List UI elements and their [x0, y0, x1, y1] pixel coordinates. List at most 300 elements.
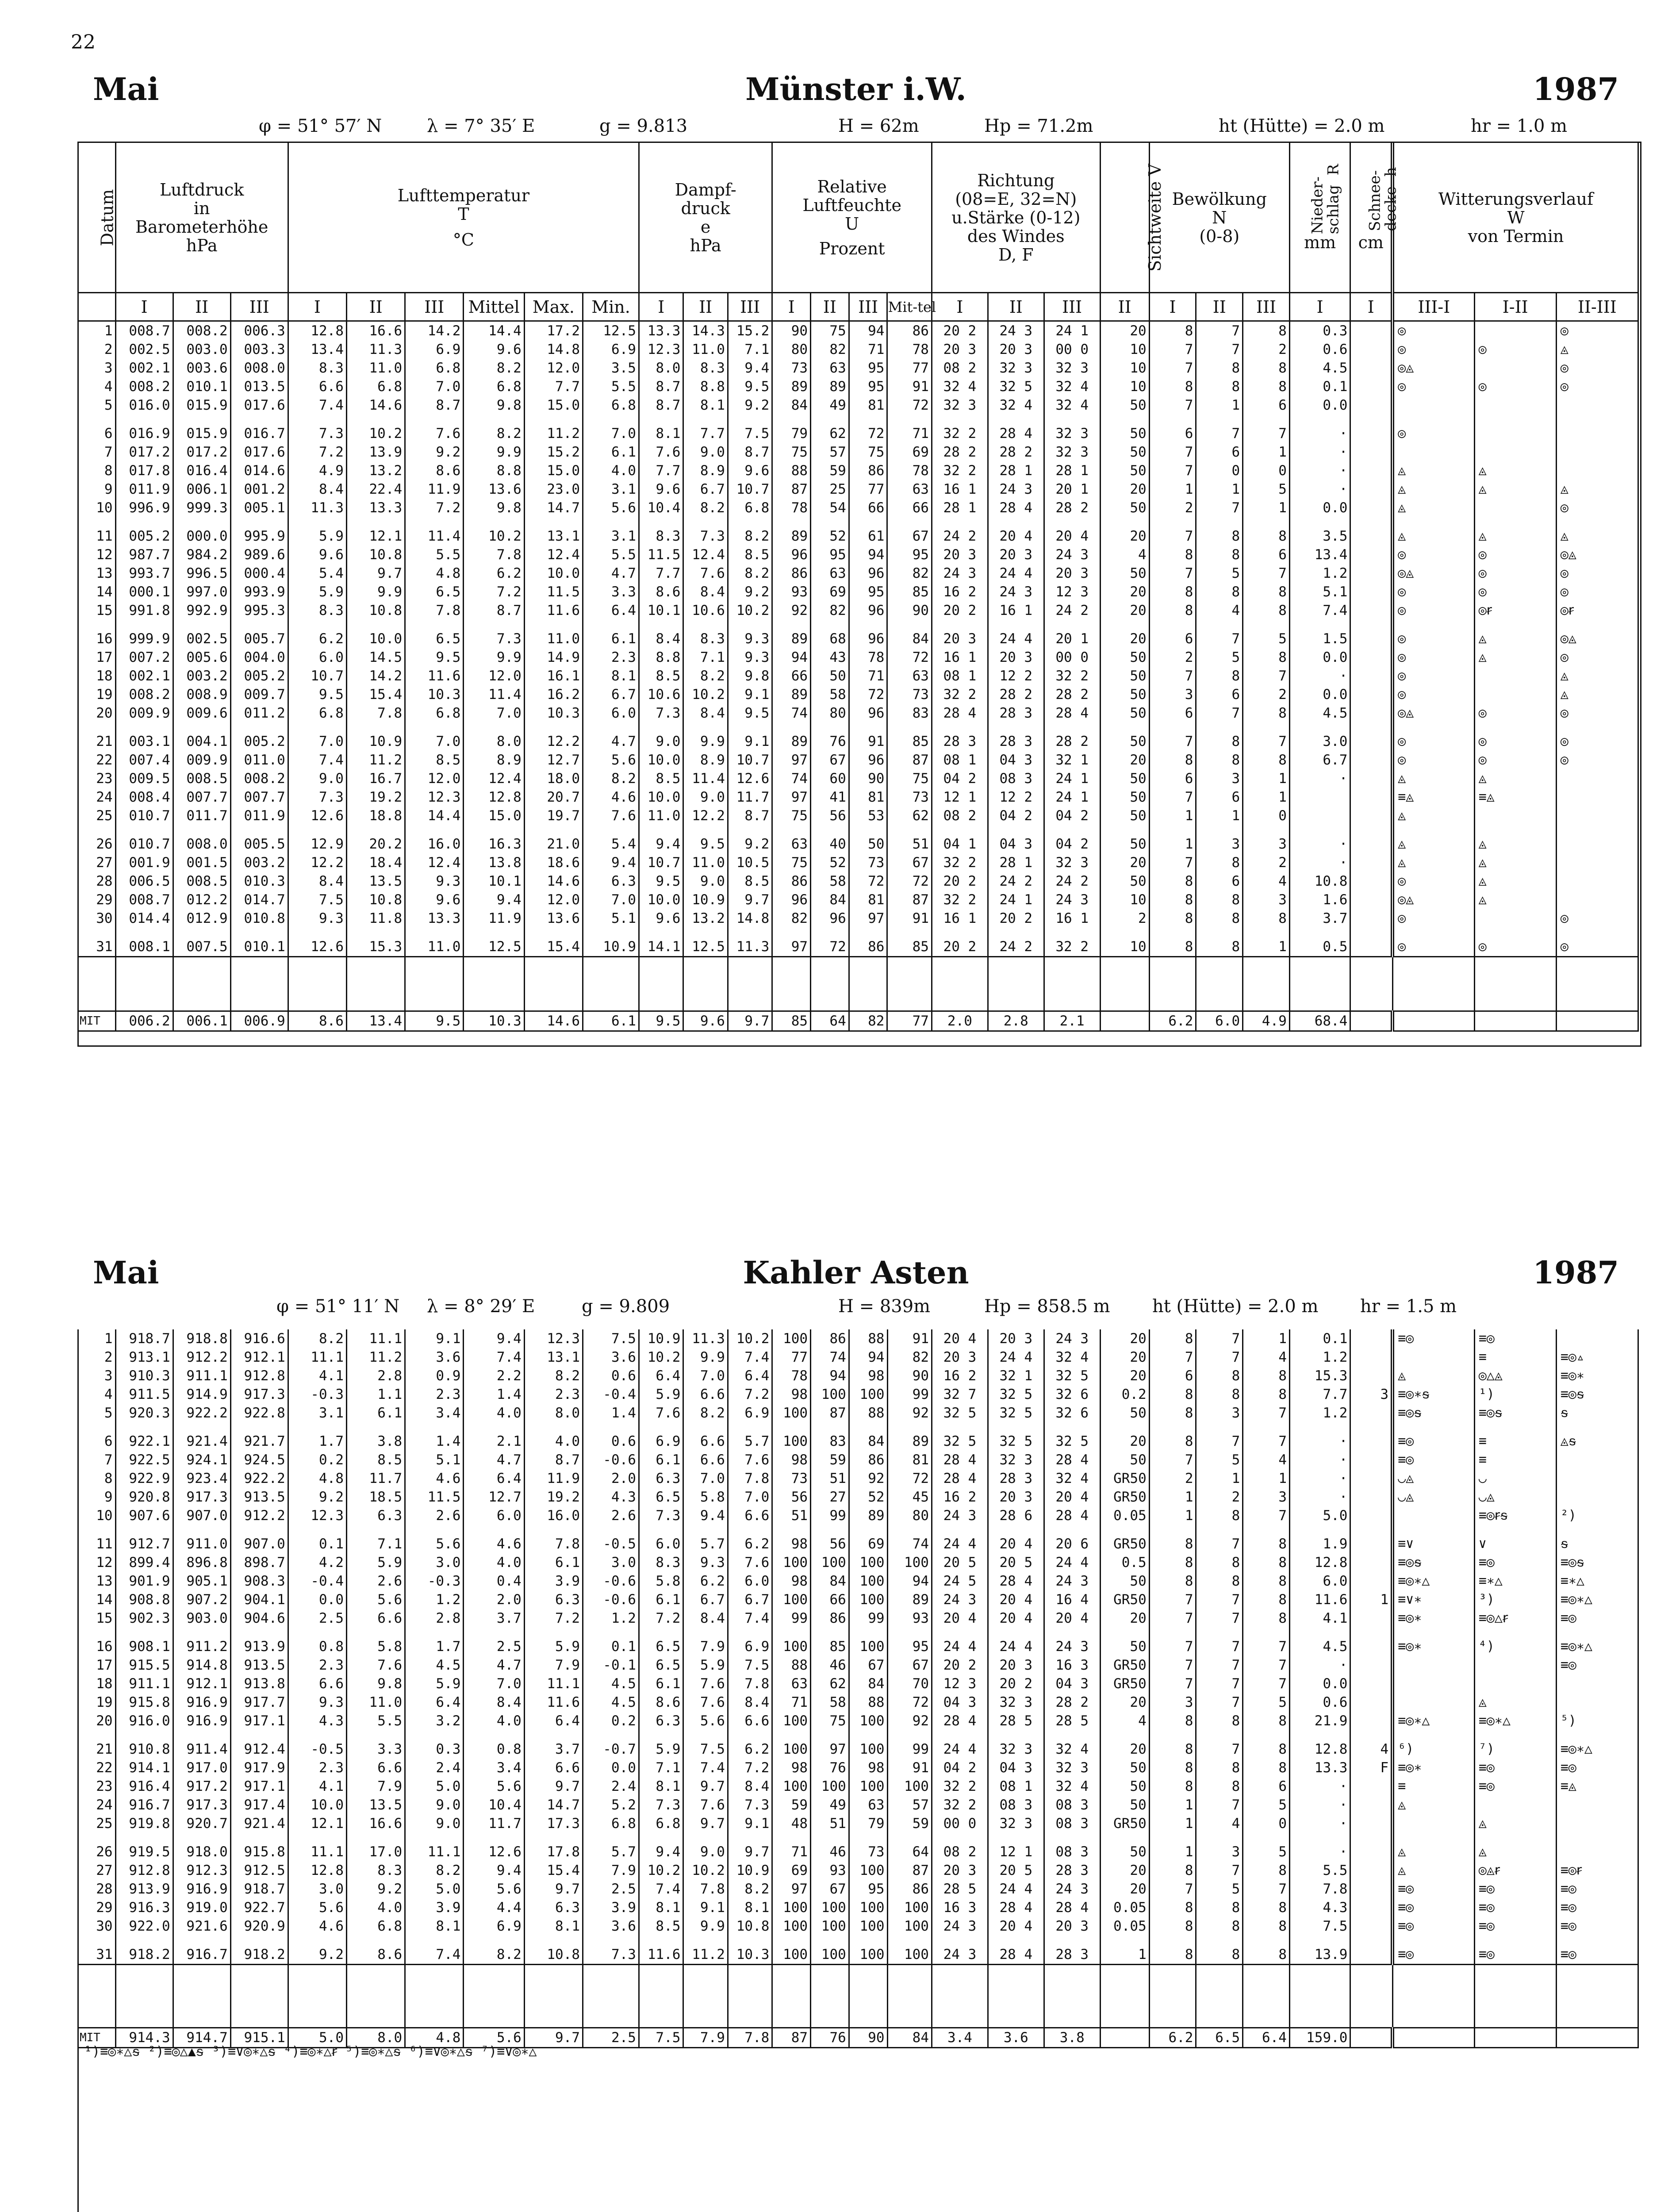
wind-cell: 28 5: [988, 1712, 1044, 1730]
value-cell: 19.2: [524, 1488, 583, 1506]
value-cell: 8: [1196, 1553, 1243, 1572]
weather-symbol-cell: ≡◎: [1556, 1609, 1638, 1628]
value-cell: 10.8: [728, 1917, 772, 1936]
value-cell: 84: [849, 1432, 887, 1451]
value-cell: 51: [811, 1469, 849, 1488]
day-cell: 23: [78, 769, 116, 788]
value-cell: 9.2: [728, 835, 772, 853]
value-cell: 87: [887, 1861, 932, 1880]
wind-cell: 28 1: [932, 499, 988, 517]
value-cell: 4.5: [583, 1693, 639, 1712]
value-cell: [1350, 1488, 1392, 1506]
value-cell: 1: [1149, 1506, 1196, 1525]
wind-cell: 20 2: [988, 1674, 1044, 1693]
day-cell: 18: [78, 1674, 116, 1693]
table-row: [78, 1329, 1638, 1348]
value-cell: 7: [1243, 732, 1290, 751]
weather-symbol-cell: [1556, 1674, 1638, 1693]
value-cell: ·: [1289, 769, 1350, 788]
value-cell: 7.6: [728, 1451, 772, 1469]
value-cell: 008.2: [173, 321, 230, 341]
value-cell: 7: [1196, 1674, 1243, 1693]
wind-cell: 32 5: [988, 377, 1044, 396]
mean-cell: 85: [772, 1011, 811, 1031]
value-cell: 014.7: [230, 891, 288, 909]
value-cell: 95: [849, 377, 887, 396]
value-cell: 98: [849, 1367, 887, 1385]
value-cell: 73: [849, 1843, 887, 1861]
value-cell: 10.2: [683, 1861, 728, 1880]
value-cell: 1: [1243, 443, 1290, 461]
weather-symbol-cell: ◎: [1474, 340, 1556, 359]
value-cell: 99: [887, 1385, 932, 1404]
value-cell: 7.8: [346, 704, 405, 722]
value-cell: 11.3: [346, 340, 405, 359]
value-cell: 62: [811, 424, 849, 443]
value-cell: ·: [1289, 424, 1350, 443]
value-cell: 7.8: [524, 1535, 583, 1553]
table-row: [78, 1535, 1638, 1553]
value-cell: 916.9: [173, 1712, 230, 1730]
value-cell: 10.3: [405, 685, 464, 704]
value-cell: 5.9: [288, 583, 346, 601]
value-cell: 98: [772, 1535, 811, 1553]
row-spacer: [78, 825, 1638, 835]
value-cell: 63: [887, 480, 932, 499]
table-body-muenster: [78, 321, 1638, 1031]
value-cell: 100: [849, 1740, 887, 1759]
value-cell: 14.4: [464, 321, 524, 341]
weather-table-muenster: [77, 142, 1639, 1032]
weather-symbol-cell: ◬: [1556, 685, 1638, 704]
value-cell: 4.6: [288, 1917, 346, 1936]
weather-table-kahler: [77, 1329, 1639, 2048]
value-cell: 005.6: [173, 648, 230, 667]
day-cell: 30: [78, 909, 116, 928]
station-metadata-muenster: [86, 116, 1626, 138]
value-cell: 6: [1149, 630, 1196, 648]
value-cell: 8.9: [464, 751, 524, 769]
value-cell: 7.5: [288, 891, 346, 909]
value-cell: 0.0: [583, 1759, 639, 1777]
value-cell: [1350, 480, 1392, 499]
value-cell: 84: [887, 630, 932, 648]
value-cell: GR50: [1100, 1674, 1149, 1693]
wind-cell: 04 2: [1044, 806, 1100, 825]
weather-symbol-cell: ◎: [1392, 732, 1474, 751]
value-cell: 9.4: [464, 1861, 524, 1880]
wind-cell: 28 5: [932, 1880, 988, 1898]
value-cell: 10.2: [683, 685, 728, 704]
value-cell: 100: [811, 1945, 849, 1965]
table-row: [78, 1348, 1638, 1367]
value-cell: GR50: [1100, 1469, 1149, 1488]
table-row: [78, 1945, 1638, 1965]
value-cell: 100: [887, 1553, 932, 1572]
value-cell: 46: [811, 1843, 849, 1861]
value-cell: 6: [1243, 396, 1290, 415]
value-cell: 78: [887, 340, 932, 359]
weather-symbol-cell: [1474, 667, 1556, 685]
value-cell: 7.3: [288, 788, 346, 806]
wind-cell: 32 6: [1044, 1404, 1100, 1422]
table-row: [78, 1590, 1638, 1609]
value-cell: 9.8: [728, 667, 772, 685]
wind-cell: 12 1: [932, 788, 988, 806]
value-cell: 19.7: [524, 806, 583, 825]
value-cell: 10.8: [346, 545, 405, 564]
weather-symbol-cell: ◬: [1392, 1796, 1474, 1814]
weather-symbol-cell: ≡◎∗△: [1392, 1712, 1474, 1730]
value-cell: 914.9: [173, 1385, 230, 1404]
value-cell: 78: [772, 499, 811, 517]
value-cell: [1350, 396, 1392, 415]
table-row: [78, 769, 1638, 788]
value-cell: 9.2: [728, 396, 772, 415]
value-cell: 7.2: [524, 1609, 583, 1628]
value-cell: 6.1: [639, 1590, 683, 1609]
station-height: H = 62m: [838, 116, 919, 136]
value-cell: 9.0: [683, 443, 728, 461]
value-cell: 94: [849, 321, 887, 341]
table-row: [78, 564, 1638, 583]
weather-symbol-cell: ≡◎: [1474, 1329, 1556, 1348]
value-cell: 0.2: [583, 1712, 639, 1730]
value-cell: 1.4: [464, 1385, 524, 1404]
day-cell: 31: [78, 937, 116, 957]
value-cell: 6.9: [405, 340, 464, 359]
value-cell: 8.3: [347, 1861, 405, 1880]
value-cell: 100: [811, 1917, 849, 1936]
value-cell: 922.5: [115, 1451, 173, 1469]
value-cell: 8: [1149, 1945, 1196, 1965]
value-cell: 1.5: [1289, 630, 1350, 648]
day-cell: 4: [78, 1385, 116, 1404]
value-cell: 4.8: [288, 1469, 346, 1488]
value-cell: 005.7: [230, 630, 288, 648]
value-cell: 2: [1243, 685, 1290, 704]
value-cell: 7.6: [728, 1553, 772, 1572]
value-cell: 7: [1243, 1880, 1290, 1898]
value-cell: 003.2: [230, 853, 288, 872]
value-cell: 13.6: [464, 480, 524, 499]
value-cell: 6.8: [405, 359, 464, 377]
value-cell: 5.9: [524, 1637, 583, 1656]
value-cell: 4.8: [405, 564, 464, 583]
weather-symbol-cell: ◎: [1556, 937, 1638, 957]
value-cell: 50: [1100, 1796, 1149, 1814]
value-cell: 50: [1100, 461, 1149, 480]
wind-cell: 16 1: [988, 601, 1044, 620]
value-cell: 6.8: [405, 704, 464, 722]
weather-symbol-cell: ◎: [1392, 424, 1474, 443]
value-cell: 12.0: [524, 891, 583, 909]
weather-symbol-cell: ⁷): [1474, 1740, 1556, 1759]
value-cell: 12.3: [288, 1506, 346, 1525]
value-cell: 14.6: [524, 872, 583, 891]
weather-symbol-cell: ᵴ: [1556, 1404, 1638, 1422]
table-row: [78, 1572, 1638, 1590]
value-cell: 9.9: [683, 732, 728, 751]
value-cell: 006.1: [173, 480, 230, 499]
value-cell: 99: [811, 1506, 849, 1525]
wind-cell: 04 3: [988, 1759, 1044, 1777]
wind-cell: 28 4: [988, 1945, 1044, 1965]
value-cell: 006.3: [230, 321, 288, 341]
wind-cell: 32 6: [1044, 1385, 1100, 1404]
value-cell: 3.5: [1289, 527, 1350, 545]
value-cell: 7: [1196, 1740, 1243, 1759]
value-cell: 9.2: [728, 583, 772, 601]
value-cell: 005.1: [230, 499, 288, 517]
day-cell: 13: [78, 1572, 116, 1590]
mean-cell: 13.4: [346, 1011, 405, 1031]
weather-symbol-cell: ≡◎ᵴ: [1392, 1553, 1474, 1572]
value-cell: 90: [772, 321, 811, 341]
value-cell: 5.6: [464, 1880, 524, 1898]
value-cell: 71: [772, 1693, 811, 1712]
weather-symbol-cell: ≡: [1474, 1451, 1556, 1469]
weather-symbol-cell: ≡◎: [1392, 1432, 1474, 1451]
value-cell: 9.0: [639, 732, 683, 751]
value-cell: 1: [1196, 806, 1243, 825]
weather-symbol-cell: ≡◎: [1474, 1917, 1556, 1936]
mean-cell: 3.4: [932, 2028, 988, 2048]
value-cell: 0.1: [583, 1637, 639, 1656]
day-cell: 23: [78, 1777, 116, 1796]
value-cell: 017.6: [230, 443, 288, 461]
value-cell: 1: [1243, 769, 1290, 788]
value-cell: [1350, 340, 1392, 359]
value-cell: 9.6: [728, 461, 772, 480]
value-cell: 8.6: [347, 1945, 405, 1965]
value-cell: 8: [1243, 527, 1290, 545]
value-cell: 3: [1196, 835, 1243, 853]
value-cell: 45: [887, 1488, 932, 1506]
wind-cell: 04 2: [932, 769, 988, 788]
value-cell: 11.5: [524, 583, 583, 601]
value-cell: 10.7: [639, 853, 683, 872]
wind-cell: 08 1: [932, 751, 988, 769]
wind-cell: 20 5: [932, 1553, 988, 1572]
table-row: [78, 1432, 1638, 1451]
value-cell: 7.0: [405, 377, 464, 396]
weather-symbol-cell: [1474, 1656, 1556, 1674]
value-cell: 78: [849, 648, 887, 667]
mean-cell: [1350, 1011, 1392, 1031]
value-cell: 5.6: [583, 751, 639, 769]
value-cell: 16.7: [346, 769, 405, 788]
wind-cell: 16 4: [1044, 1590, 1100, 1609]
value-cell: [1350, 1656, 1392, 1674]
value-cell: 12.4: [683, 545, 728, 564]
value-cell: 50: [1100, 835, 1149, 853]
value-cell: 5.7: [583, 1843, 639, 1861]
weather-symbol-cell: [1556, 853, 1638, 872]
value-cell: 96: [849, 751, 887, 769]
wind-cell: 32 1: [1044, 751, 1100, 769]
value-cell: 8.3: [288, 359, 346, 377]
wind-cell: 24 3: [932, 1590, 988, 1609]
weather-symbol-cell: ◬: [1474, 835, 1556, 853]
value-cell: 7: [1196, 1656, 1243, 1674]
weather-symbol-cell: [1556, 769, 1638, 788]
value-cell: 918.2: [115, 1945, 173, 1965]
value-cell: 7.0: [683, 1469, 728, 1488]
value-cell: 2.0: [464, 1590, 524, 1609]
value-cell: 1.7: [405, 1637, 464, 1656]
value-cell: 69: [887, 443, 932, 461]
value-cell: 7: [1243, 424, 1290, 443]
value-cell: 93: [887, 1609, 932, 1628]
weather-symbol-cell: ◬: [1474, 853, 1556, 872]
value-cell: 78: [887, 461, 932, 480]
weather-symbol-cell: ≡◎∗△: [1392, 1572, 1474, 1590]
value-cell: 011.2: [230, 704, 288, 722]
value-cell: 8.0: [464, 732, 524, 751]
value-cell: 10.9: [639, 1329, 683, 1348]
weather-symbol-cell: ≡◎: [1474, 1553, 1556, 1572]
value-cell: ·: [1289, 1469, 1350, 1488]
header-wind: Richtung (08=E, 32=N) u.Stärke (0-12) des Windes D, F: [932, 142, 1100, 293]
value-cell: 80: [772, 340, 811, 359]
value-cell: [1350, 835, 1392, 853]
value-cell: 1.4: [405, 1432, 464, 1451]
value-cell: 1.2: [1289, 1348, 1350, 1367]
value-cell: 100: [772, 1898, 811, 1917]
day-cell: 6: [78, 424, 116, 443]
value-cell: 88: [772, 1656, 811, 1674]
value-cell: 11.9: [524, 1469, 583, 1488]
value-cell: 14.6: [346, 396, 405, 415]
value-cell: 10.2: [346, 424, 405, 443]
wind-cell: 08 2: [932, 1843, 988, 1861]
value-cell: 008.0: [230, 359, 288, 377]
value-cell: 921.4: [230, 1814, 288, 1833]
value-cell: 1: [1243, 499, 1290, 517]
weather-symbol-cell: ◎: [1392, 583, 1474, 601]
value-cell: 7: [1149, 732, 1196, 751]
value-cell: 20: [1100, 1740, 1149, 1759]
value-cell: 73: [772, 1469, 811, 1488]
value-cell: 97: [772, 1880, 811, 1898]
value-cell: 16.3: [464, 835, 524, 853]
value-cell: 76: [811, 1759, 849, 1777]
month-label: Mai: [93, 1254, 159, 1291]
value-cell: 10.0: [639, 891, 683, 909]
value-cell: 93: [772, 583, 811, 601]
value-cell: 008.5: [173, 872, 230, 891]
value-cell: 9.9: [346, 583, 405, 601]
value-cell: 913.5: [230, 1488, 288, 1506]
value-cell: 96: [772, 891, 811, 909]
value-cell: 11.3: [288, 499, 346, 517]
value-cell: 51: [811, 1814, 849, 1833]
value-cell: 9.5: [728, 377, 772, 396]
value-cell: 915.5: [115, 1656, 173, 1674]
value-cell: 8: [1196, 1712, 1243, 1730]
value-cell: 6.0: [288, 648, 346, 667]
value-cell: 13.3: [1289, 1759, 1350, 1777]
value-cell: 87: [811, 1404, 849, 1422]
value-cell: 6.4: [405, 1693, 464, 1712]
latitude: φ = 51° 57′ N: [259, 116, 382, 136]
value-cell: 000.0: [173, 527, 230, 545]
value-cell: 013.5: [230, 377, 288, 396]
value-cell: 922.7: [230, 1898, 288, 1917]
weather-symbol-cell: [1556, 424, 1638, 443]
value-cell: 3.9: [583, 1898, 639, 1917]
value-cell: 6.7: [683, 480, 728, 499]
weather-symbol-cell: ◎: [1474, 583, 1556, 601]
value-cell: 14.2: [405, 321, 464, 341]
value-cell: 10.2: [464, 527, 524, 545]
value-cell: 49: [811, 396, 849, 415]
value-cell: 10: [1100, 377, 1149, 396]
value-cell: 911.1: [115, 1674, 173, 1693]
value-cell: 98: [849, 1759, 887, 1777]
value-cell: 010.7: [115, 835, 173, 853]
value-cell: 1.6: [1289, 891, 1350, 909]
value-cell: 12.0: [405, 769, 464, 788]
value-cell: 71: [849, 340, 887, 359]
value-cell: 9.3: [683, 1553, 728, 1572]
value-cell: 8.5: [639, 667, 683, 685]
value-cell: 100: [849, 1712, 887, 1730]
value-cell: 74: [811, 1348, 849, 1367]
value-cell: -0.5: [583, 1535, 639, 1553]
value-cell: 94: [772, 648, 811, 667]
value-cell: 71: [772, 1843, 811, 1861]
value-cell: GR50: [1100, 1814, 1149, 1833]
value-cell: 8: [1243, 1367, 1290, 1385]
wind-cell: 28 2: [1044, 1693, 1100, 1712]
value-cell: 9.3: [405, 872, 464, 891]
value-cell: [1350, 1693, 1392, 1712]
weather-symbol-cell: ≡◬: [1392, 788, 1474, 806]
value-cell: 8: [1243, 321, 1290, 341]
value-cell: 4.0: [464, 1712, 524, 1730]
value-cell: 8: [1243, 1590, 1290, 1609]
value-cell: 913.8: [230, 1674, 288, 1693]
wind-cell: 32 4: [932, 377, 988, 396]
weather-symbol-cell: [1392, 1656, 1474, 1674]
weather-symbol-cell: ◎: [1556, 499, 1638, 517]
weather-symbol-cell: ≡◎∗△: [1556, 1740, 1638, 1759]
value-cell: 5.8: [639, 1572, 683, 1590]
value-cell: 8.1: [639, 1898, 683, 1917]
value-cell: 8: [1196, 527, 1243, 545]
value-cell: 7.8: [683, 1880, 728, 1898]
wind-cell: 32 5: [988, 1432, 1044, 1451]
value-cell: 61: [849, 527, 887, 545]
day-cell: 15: [78, 1609, 116, 1628]
day-cell: 8: [78, 1469, 116, 1488]
value-cell: 71: [887, 424, 932, 443]
value-cell: 9.3: [288, 1693, 346, 1712]
value-cell: 68: [811, 630, 849, 648]
value-cell: 8.7: [639, 396, 683, 415]
value-cell: 1: [1243, 1469, 1290, 1488]
weather-symbol-cell: [1474, 806, 1556, 825]
value-cell: 7: [1196, 1796, 1243, 1814]
value-cell: 12.4: [464, 769, 524, 788]
weather-symbol-cell: ≡◎∗: [1556, 1367, 1638, 1385]
value-cell: 012.2: [173, 891, 230, 909]
value-cell: 4.6: [583, 788, 639, 806]
value-cell: 10: [1100, 937, 1149, 957]
value-cell: 009.7: [230, 685, 288, 704]
